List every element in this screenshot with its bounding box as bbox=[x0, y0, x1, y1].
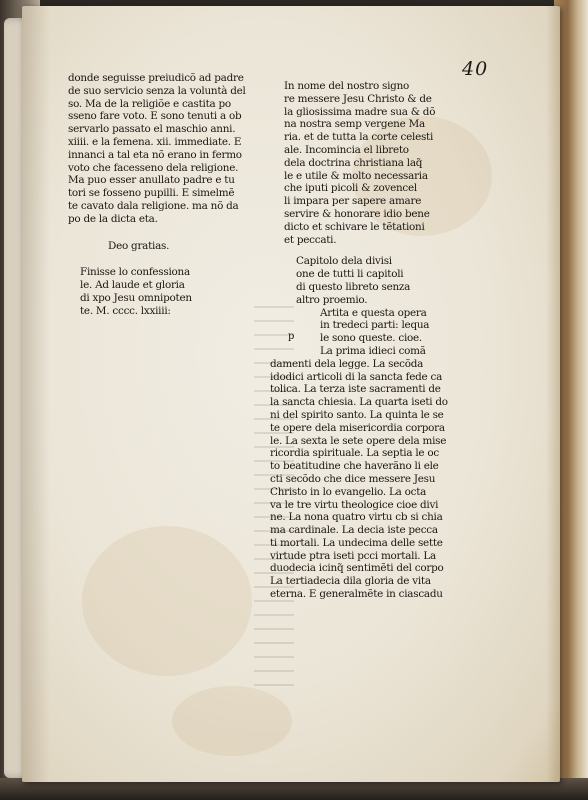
chapter-heading-line: Capitolo dela divisi bbox=[296, 255, 392, 268]
text-line: le. La sexta le sete opere dela mise bbox=[270, 434, 447, 447]
invocation-line: ale. Incomincia el libreto bbox=[284, 143, 409, 156]
text-line: va le tre virtu theologice cioe divi bbox=[270, 498, 439, 511]
text-line: ne. La nona quatro virtu cb si chia bbox=[270, 511, 443, 524]
text-line: Christo in lo evangelio. La octa bbox=[270, 485, 427, 498]
invocation-line: dicto et schivare le tẽtationi bbox=[284, 220, 425, 233]
text-line: voto che facesseno dela religione. bbox=[68, 161, 239, 174]
colophon-line: di xpo Jesu omnipoten bbox=[80, 291, 192, 304]
text-line: in tredeci parti: lequa bbox=[320, 319, 430, 332]
text-line: La tertiadecia dila gloria de vita bbox=[270, 575, 431, 588]
text-line: to beatitudine che haverãno li ele bbox=[270, 460, 439, 473]
text-line: virtude ptra iseti pcci mortali. La bbox=[270, 549, 436, 562]
text-line: ni del spirito santo. La quinta le se bbox=[270, 408, 444, 421]
text-line: innanci a tal eta nõ erano in fermo bbox=[68, 148, 242, 161]
text-line: xiiii. e la femena. xii. immediate. E bbox=[68, 135, 242, 148]
chapter-heading-line: one de tutti li capitoli bbox=[296, 268, 404, 281]
folio-number: 40 bbox=[462, 58, 489, 80]
text-line: tori se fosseno pupilli. E simelmẽ bbox=[68, 187, 235, 200]
text-line: donde seguisse preiudicõ ad padre bbox=[68, 72, 244, 84]
text-line: po de la dicta eta. bbox=[68, 212, 158, 225]
left-body-text bbox=[68, 72, 246, 226]
text-line: Artita e questa opera bbox=[320, 306, 427, 319]
chapter-text bbox=[270, 306, 448, 601]
deo-gratias: Deo gratias. bbox=[108, 239, 170, 252]
chapter-heading-line: di questo libreto senza bbox=[296, 280, 411, 293]
text-line: le sono queste. cioe. bbox=[320, 332, 422, 345]
text-line: tolica. La terza iste sacramenti de bbox=[270, 383, 441, 396]
invocation bbox=[270, 80, 440, 246]
invocation-line: ria. et de tutta la corte celesti bbox=[284, 131, 434, 144]
text-line: te cavato dala religione. ma nõ da bbox=[68, 199, 239, 212]
text-line: sseno fare voto. E sono tenuti a ob bbox=[68, 110, 242, 123]
text-line: Ma puo esser anullato padre e tu bbox=[68, 174, 235, 187]
text-line: idodici articoli di la sancta fede ca bbox=[270, 370, 443, 383]
paper-stain bbox=[172, 686, 292, 756]
chapter-heading bbox=[270, 255, 440, 306]
text-line: duodecia icinq̃ sentimẽti del corpo bbox=[270, 562, 444, 575]
paper-stain bbox=[82, 526, 252, 676]
invocation-line: et peccati. bbox=[284, 233, 337, 246]
invocation-line: che iputi picoli & zovencel bbox=[284, 182, 417, 195]
right-column bbox=[270, 80, 448, 601]
text-line: ma cardinale. La decia iste pecca bbox=[270, 524, 438, 537]
text-line: damenti dela legge. La secõda bbox=[270, 357, 424, 370]
chapter-heading-line: altro proemio. bbox=[296, 293, 368, 306]
invocation-line: le e utile & molto necessaria bbox=[284, 169, 428, 182]
text-line: de suo servicio senza la voluntà del bbox=[68, 84, 246, 97]
colophon bbox=[68, 266, 240, 317]
invocation-line: li impara per sapere amare bbox=[284, 195, 422, 208]
text-line: so. Ma de la religiõe e castita po bbox=[68, 97, 231, 110]
text-line: ricordia spirituale. La septia le oc bbox=[270, 447, 439, 460]
text-line: servarlo passato el maschio anni. bbox=[68, 123, 236, 136]
invocation-line: la gliosissima madre sua & dõ bbox=[284, 105, 436, 118]
colophon-line: te. M. cccc. lxxiiii: bbox=[80, 304, 171, 317]
initial-guide-letter: p bbox=[288, 330, 295, 342]
invocation-line: In nome del nostro signo bbox=[284, 80, 410, 92]
text-line: La prima idieci comã bbox=[320, 344, 426, 357]
text-line: te opere dela misericordia corpora bbox=[270, 421, 445, 434]
colophon-line: Finisse lo confessiona bbox=[80, 266, 190, 279]
text-line: cti secõdo che dice messere Jesu bbox=[270, 472, 436, 485]
invocation-line: servire & honorare idio bene bbox=[284, 207, 430, 220]
invocation-line: dela doctrina christiana laq̃ bbox=[284, 156, 423, 169]
text-line: ti mortali. La undecima delle sette bbox=[270, 536, 443, 549]
invocation-line: re messere Jesu Christo & de bbox=[284, 92, 432, 105]
text-line: la sancta chiesia. La quarta iseti do bbox=[270, 396, 448, 409]
colophon-line: le. Ad laude et gloria bbox=[80, 279, 185, 292]
invocation-line: na nostra semp vergene Ma bbox=[284, 118, 425, 131]
left-column bbox=[68, 72, 246, 318]
text-line: eterna. E generalmẽte in ciascadu bbox=[270, 588, 443, 601]
